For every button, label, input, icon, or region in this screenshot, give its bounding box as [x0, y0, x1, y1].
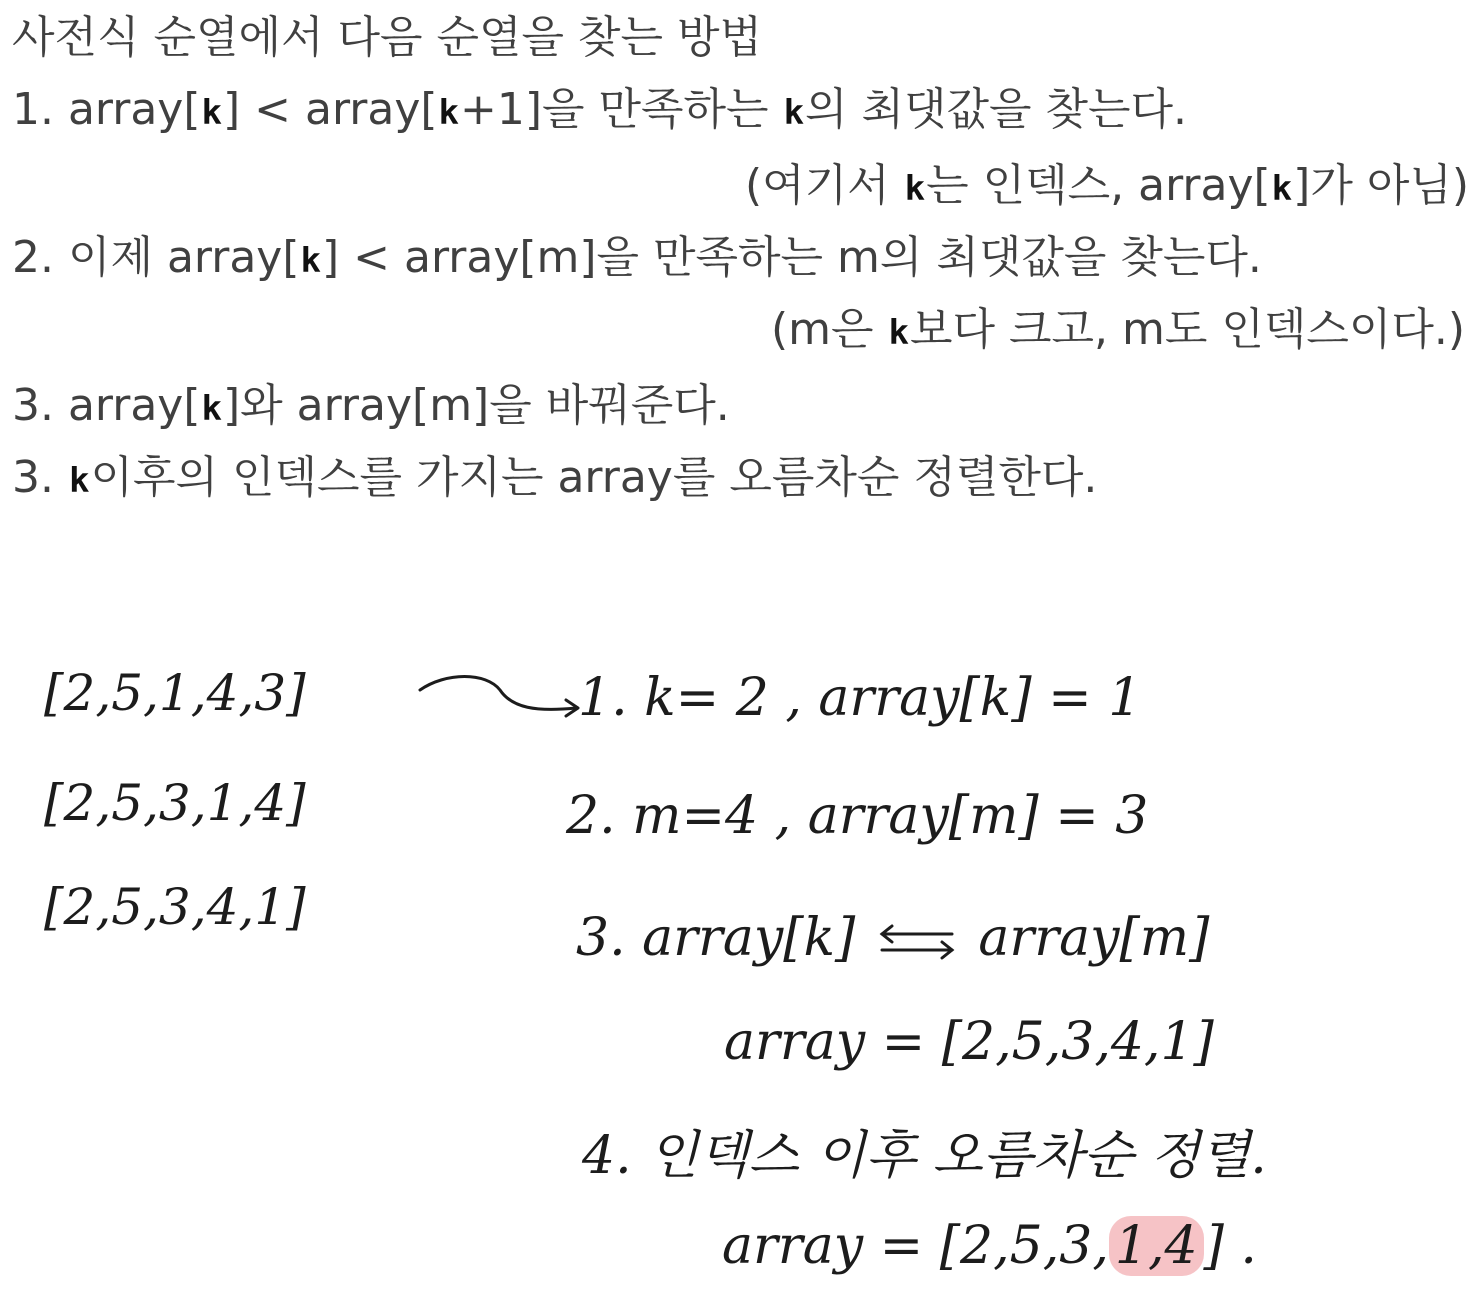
- step-2-text: [12, 230, 1262, 289]
- step-4-prefix: 3.: [12, 452, 68, 503]
- hand-step-3-result: array = [2,5,3,4,1]: [724, 1012, 1214, 1072]
- hand-step-4-result-prefix: array = [2,5,3,: [722, 1216, 1109, 1276]
- step-3-suffix: ]와 array[m]을 바꿔준다.: [223, 380, 730, 431]
- step-1-note-suffix: ]가 아님): [1293, 160, 1469, 211]
- step-1-text: [12, 82, 1187, 141]
- k-symbol: k: [201, 93, 222, 133]
- step-4-text: [12, 450, 1097, 509]
- step-1-mid1: ] < array[: [223, 84, 438, 135]
- step-2-note: [771, 302, 1465, 361]
- array-after-swap: [2,5,3,1,4]: [44, 774, 306, 832]
- step-2-note-prefix: (m은: [770, 304, 888, 355]
- step-1-mid2: +1]을 만족하는: [460, 84, 783, 135]
- k-symbol: k: [438, 93, 460, 133]
- step-1-prefix: 1. array[: [12, 84, 201, 135]
- sorted-highlight: 1,4: [1109, 1216, 1204, 1276]
- curved-arrow-icon: [416, 668, 586, 728]
- hand-step-4-result: [722, 1216, 1257, 1276]
- hand-step-4-result-suffix: ] .: [1203, 1216, 1257, 1276]
- k-symbol: k: [904, 169, 926, 209]
- step-1-note-prefix: (여기서: [745, 160, 904, 211]
- array-after-sort: [2,5,3,4,1]: [44, 878, 306, 936]
- swap-arrows-icon: [872, 922, 962, 962]
- step-1-note: [745, 158, 1469, 217]
- step-3-prefix: 3. array[: [12, 380, 201, 431]
- hand-step-3: [576, 908, 1210, 968]
- hand-step-2: 2. m=4 , array[m] = 3: [566, 786, 1149, 846]
- step-1-suffix: 의 최댓값을 찾는다.: [805, 84, 1188, 135]
- step-2-suffix: ] < array[m]을 만족하는 m의 최댓값을 찾는다.: [321, 232, 1262, 283]
- k-symbol: k: [1271, 169, 1293, 209]
- array-initial: [2,5,1,4,3]: [44, 664, 306, 722]
- hand-step-1: 1. k= 2 , array[k] = 1: [578, 668, 1142, 728]
- step-2-note-suffix: 보다 크고, m도 인덱스이다.): [910, 304, 1465, 355]
- page-title: 사전식 순열에서 다음 순열을 찾는 방법: [12, 12, 762, 63]
- step-2-prefix: 2. 이제 array[: [12, 232, 300, 283]
- step-4-suffix: 이후의 인덱스를 가지는 array를 오름차순 정렬한다.: [90, 452, 1098, 503]
- k-symbol: k: [783, 93, 805, 133]
- k-symbol: k: [300, 241, 321, 281]
- hand-step-3-prefix: 3. array[k]: [576, 908, 856, 968]
- k-symbol: k: [888, 313, 909, 353]
- hand-step-3-suffix: array[m]: [978, 908, 1210, 968]
- hand-step-4: 4. 인덱스 이후 오름차순 정렬.: [582, 1126, 1267, 1186]
- step-1-note-mid: 는 인덱스, array[: [926, 160, 1271, 211]
- k-symbol: k: [68, 461, 90, 501]
- step-3-text: [12, 378, 730, 437]
- k-symbol: k: [201, 389, 222, 429]
